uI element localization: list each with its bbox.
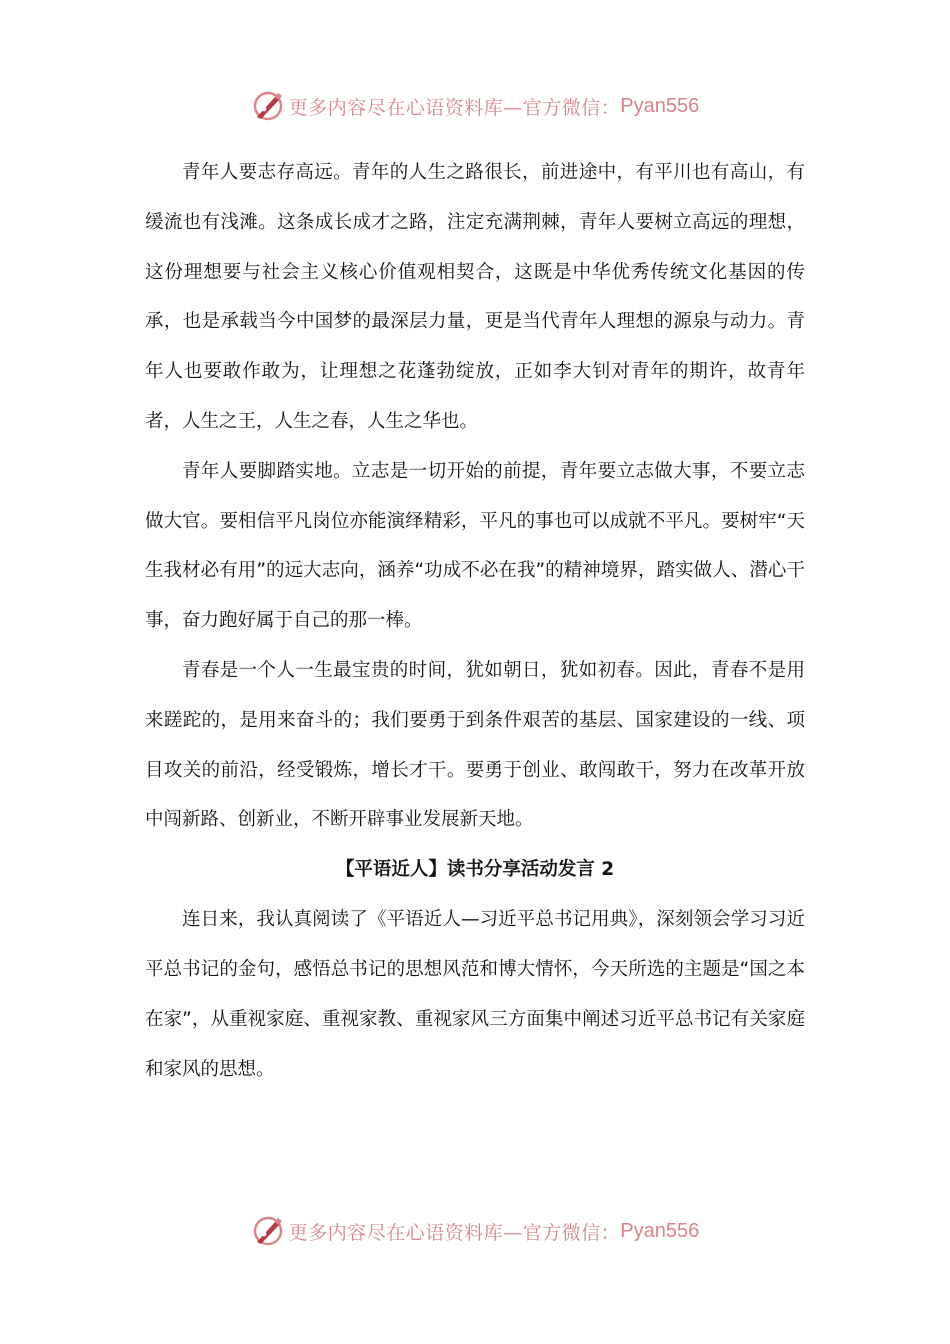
pen-circle-logo-icon (251, 89, 285, 123)
wechat-id: Pyan556 (620, 94, 700, 117)
section-title: 【平语近人】读书分享活动发言 2 (335, 859, 615, 881)
paragraph: 青春是一个人一生最宝贵的时间，犹如朝日，犹如初春。因此，青春不是用来蹉跎的，是用来奋斗的；我们要勇于到条件艰苦的基层、国家建设的一线、项目攻关的前沿，经受锻炼，增长才干。要勇于创业、敢闯敢干，努力在改革开放中闯新路、创新业，不断开辟事业发展新天地。 (145, 659, 805, 831)
document-body (145, 148, 805, 1094)
wechat-id: Pyan556 (620, 1219, 700, 1242)
pen-circle-logo-icon (251, 1214, 285, 1248)
paragraph: 连日来，我认真阅读了《平语近人—习近平总书记用典》，深刻领会学习习近平总书记的金句，感悟总书记的思想风范和博大情怀，今天所选的主题是“国之本在家”，从重视家庭、重视家教、重视家风三方面集中阐述习近平总书记有关家庭和家风的思想。 (145, 909, 805, 1080)
paragraph: 青年人要志存高远。青年的人生之路很长，前进途中，有平川也有高山，有缓流也有浅滩。这条成长成才之路，注定充满荆棘，青年人要树立高远的理想，这份理想要与社会主义核心价值观相契合，这既是中华优秀传统文化基因的传承，也是承载当今中国梦的最深层力量，更是当代青年人理想的源泉与动力。青年人也要敢作敢为，让理想之花蓬勃绽放，正如李大钊对青年的期许，故青年者，人生之王，人生之春，人生之华也。 (145, 162, 805, 432)
footer-banner (0, 1211, 950, 1251)
paragraph: 青年人要脚踏实地。立志是一切开始的前提，青年要立志做大事，不要立志做大官。要相信平凡岗位亦能演绎精彩，平凡的事也可以成就不平凡。要树牢“天生我材必有用”的远大志向，涵养“功成不必在我”的精神境界，踏实做人、潜心干事，奋力跑好属于自己的那一棒。 (145, 460, 805, 632)
header-banner (0, 86, 950, 126)
banner-text: 更多内容尽在心语资料库—官方微信： (288, 96, 621, 119)
banner-text: 更多内容尽在心语资料库—官方微信： (288, 1221, 621, 1244)
